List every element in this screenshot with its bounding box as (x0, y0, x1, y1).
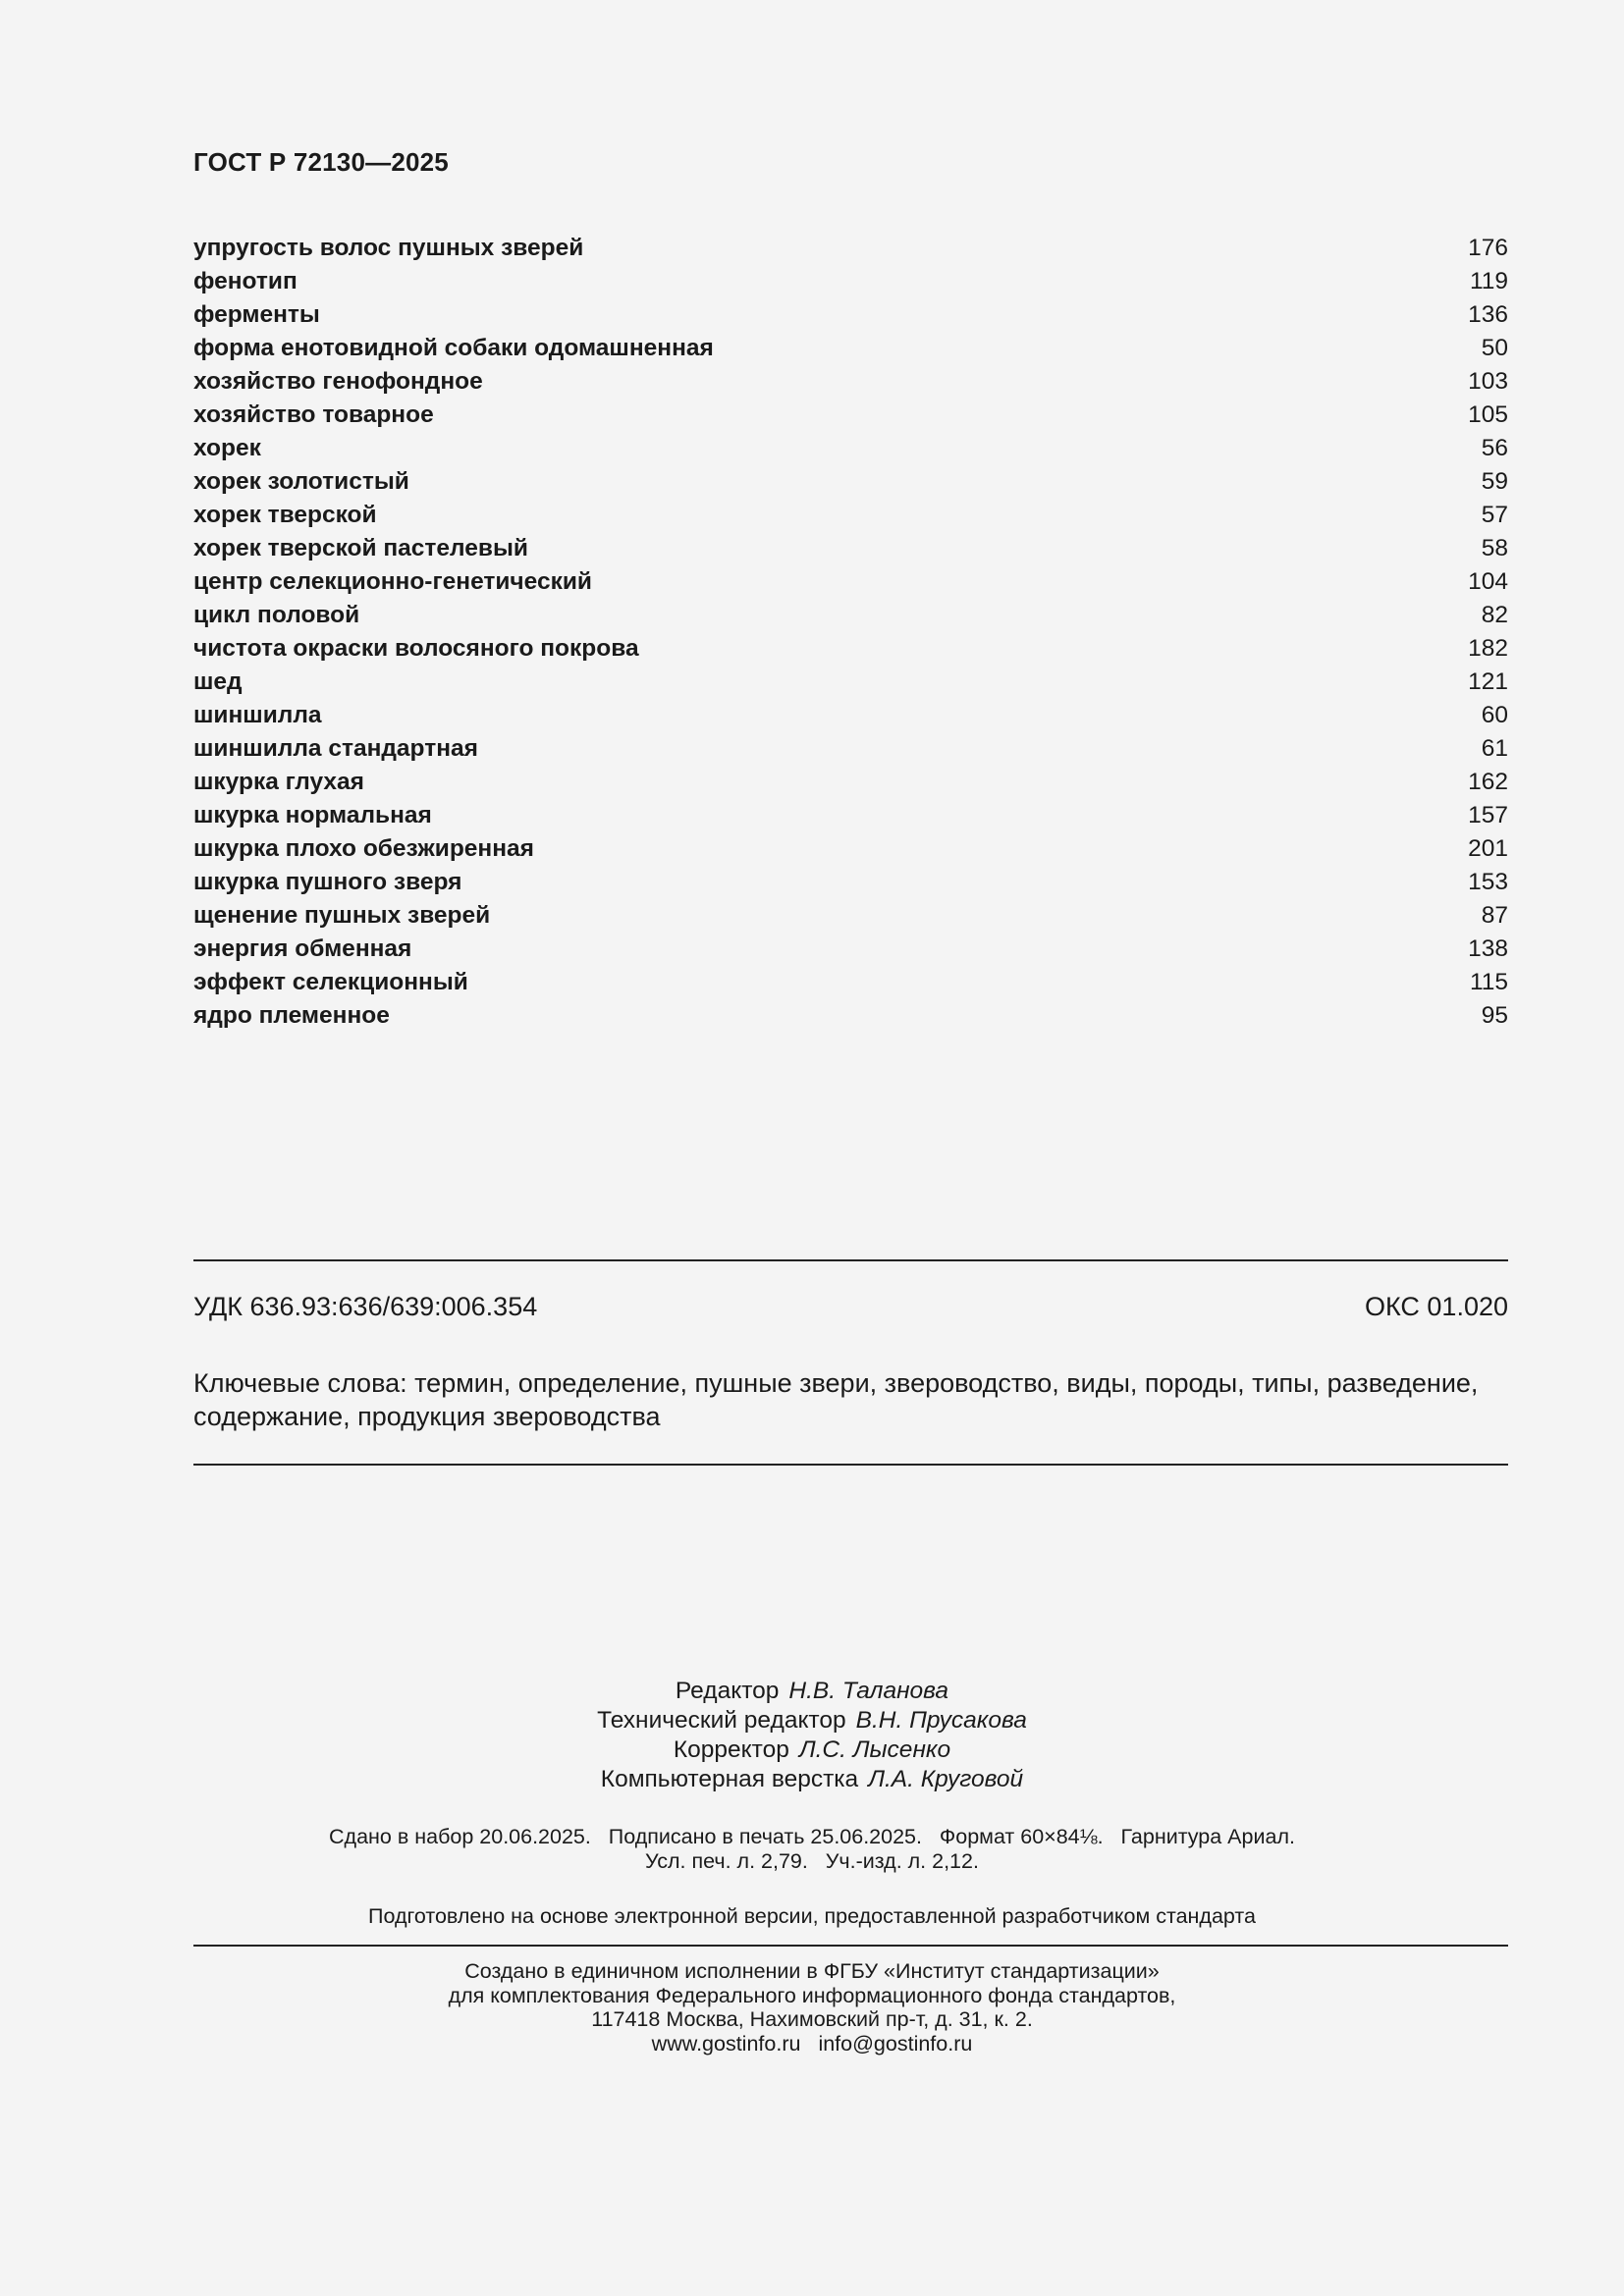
index-page-number: 157 (1468, 802, 1508, 828)
publisher-line: для комплектования Федерального информационного фонда стандартов, (448, 1983, 1176, 2007)
publisher-info (0, 1959, 1624, 2056)
index-row (193, 465, 1508, 499)
credit-line (0, 1735, 1624, 1765)
index-row (193, 699, 1508, 732)
bottom-divider (193, 1464, 1508, 1466)
index-term: чистота окраски волосяного покрова (193, 635, 639, 662)
index-row (193, 499, 1508, 532)
index-term: фенотип (193, 268, 298, 294)
credit-line (0, 1706, 1624, 1735)
index-term: хозяйство товарное (193, 401, 434, 428)
index-term: энергия обменная (193, 935, 412, 962)
index-page-number: 87 (1481, 902, 1508, 929)
index-row (193, 999, 1508, 1033)
index-page-number: 201 (1468, 835, 1508, 862)
index-term: эффект селекционный (193, 969, 468, 995)
index-term: шкурка пушного зверя (193, 869, 462, 895)
alphabetical-index (193, 232, 1508, 1033)
index-term: шкурка плохо обезжиренная (193, 835, 534, 862)
index-term: шкурка глухая (193, 769, 364, 795)
index-term: форма енотовидной собаки одомашненная (193, 335, 714, 361)
index-row (193, 532, 1508, 565)
credit-role: Компьютерная верстка (600, 1766, 859, 1792)
index-row (193, 933, 1508, 966)
index-row (193, 766, 1508, 799)
index-term: щенение пушных зверей (193, 902, 491, 929)
index-term: ядро племенное (193, 1002, 390, 1029)
index-term: хорек (193, 435, 261, 461)
keywords-paragraph: Ключевые слова: термин, определение, пушные звери, звероводство, виды, породы, типы, разведение, содержание, продукция звероводства (193, 1368, 1479, 1431)
index-page-number: 105 (1468, 401, 1508, 428)
index-page-number: 115 (1469, 969, 1508, 995)
index-page-number: 103 (1468, 368, 1508, 395)
prepared-note: Подготовлено на основе электронной версии, предоставленной разработчиком стандарта (368, 1904, 1256, 1928)
publisher-address: 117418 Москва, Нахимовский пр-т, д. 31, к. 2. (591, 2007, 1033, 2031)
index-row (193, 265, 1508, 298)
document-header: ГОСТ Р 72130—2025 (193, 147, 449, 177)
index-row (193, 432, 1508, 465)
index-row (193, 832, 1508, 866)
index-row (193, 732, 1508, 766)
index-row (193, 565, 1508, 599)
index-term: цикл половой (193, 602, 360, 628)
index-page-number: 82 (1481, 602, 1508, 628)
index-page-number: 59 (1481, 468, 1508, 495)
index-term: шиншилла (193, 702, 322, 728)
credit-name: Л.А. Круговой (868, 1766, 1024, 1792)
credit-role: Корректор (673, 1736, 789, 1763)
index-term: хорек тверской (193, 502, 377, 528)
index-row (193, 899, 1508, 933)
print-info (0, 1825, 1624, 1874)
website-link[interactable]: www.gostinfo.ru (651, 2031, 801, 2056)
udc-code: УДК 636.93:636/639:006.354 (193, 1292, 538, 1321)
index-term: шиншилла стандартная (193, 735, 478, 762)
index-page-number: 61 (1481, 735, 1508, 762)
index-page-number: 95 (1481, 1002, 1508, 1029)
index-row (193, 966, 1508, 999)
index-page-number: 57 (1481, 502, 1508, 528)
publisher-contacts (0, 2032, 1624, 2056)
index-term: центр селекционно-генетический (193, 568, 592, 595)
index-page-number: 176 (1468, 235, 1508, 261)
index-page-number: 56 (1481, 435, 1508, 461)
index-row (193, 365, 1508, 399)
index-page-number: 60 (1481, 702, 1508, 728)
credit-name: Л.С. Лысенко (798, 1736, 951, 1763)
index-page-number: 162 (1468, 769, 1508, 795)
index-row (193, 298, 1508, 332)
index-term: хорек тверской пастелевый (193, 535, 528, 561)
index-page-number: 50 (1481, 335, 1508, 361)
credit-role: Технический редактор (597, 1707, 846, 1734)
index-row (193, 666, 1508, 699)
index-term: хорек золотистый (193, 468, 409, 495)
index-row (193, 866, 1508, 899)
index-page-number: 136 (1468, 301, 1508, 328)
index-row (193, 632, 1508, 666)
index-page-number: 138 (1468, 935, 1508, 962)
credit-line (0, 1765, 1624, 1794)
index-row (193, 232, 1508, 265)
publisher-line: Создано в единичном исполнении в ФГБУ «Институт стандартизации» (464, 1959, 1160, 1983)
print-info-line: Сдано в набор 20.06.2025. Подписано в печать 25.06.2025. Формат 60×84⅛. Гарнитура Ариал. (329, 1825, 1295, 1848)
credit-role: Редактор (675, 1678, 780, 1704)
index-term: ферменты (193, 301, 320, 328)
index-row (193, 799, 1508, 832)
oks-code: ОКС 01.020 (1364, 1292, 1508, 1321)
index-page-number: 153 (1468, 869, 1508, 895)
index-row (193, 399, 1508, 432)
credit-name: В.Н. Прусакова (855, 1707, 1027, 1734)
top-divider (193, 1259, 1508, 1261)
index-term: упругость волос пушных зверей (193, 235, 584, 261)
index-term: шед (193, 668, 243, 695)
index-page-number: 104 (1468, 568, 1508, 595)
index-row (193, 599, 1508, 632)
index-page-number: 58 (1481, 535, 1508, 561)
index-page-number: 182 (1468, 635, 1508, 662)
print-info-line: Усл. печ. л. 2,79. Уч.-изд. л. 2,12. (645, 1849, 979, 1873)
index-row (193, 332, 1508, 365)
index-term: шкурка нормальная (193, 802, 432, 828)
publisher-divider (193, 1945, 1508, 1947)
email-link[interactable]: info@gostinfo.ru (818, 2031, 973, 2056)
credit-name: Н.В. Таланова (788, 1678, 949, 1704)
index-page-number: 121 (1468, 668, 1508, 695)
index-page-number: 119 (1469, 268, 1508, 294)
index-term: хозяйство генофондное (193, 368, 483, 395)
editorial-credits (0, 1677, 1624, 1794)
credit-line (0, 1677, 1624, 1706)
classification-row (193, 1292, 1508, 1322)
